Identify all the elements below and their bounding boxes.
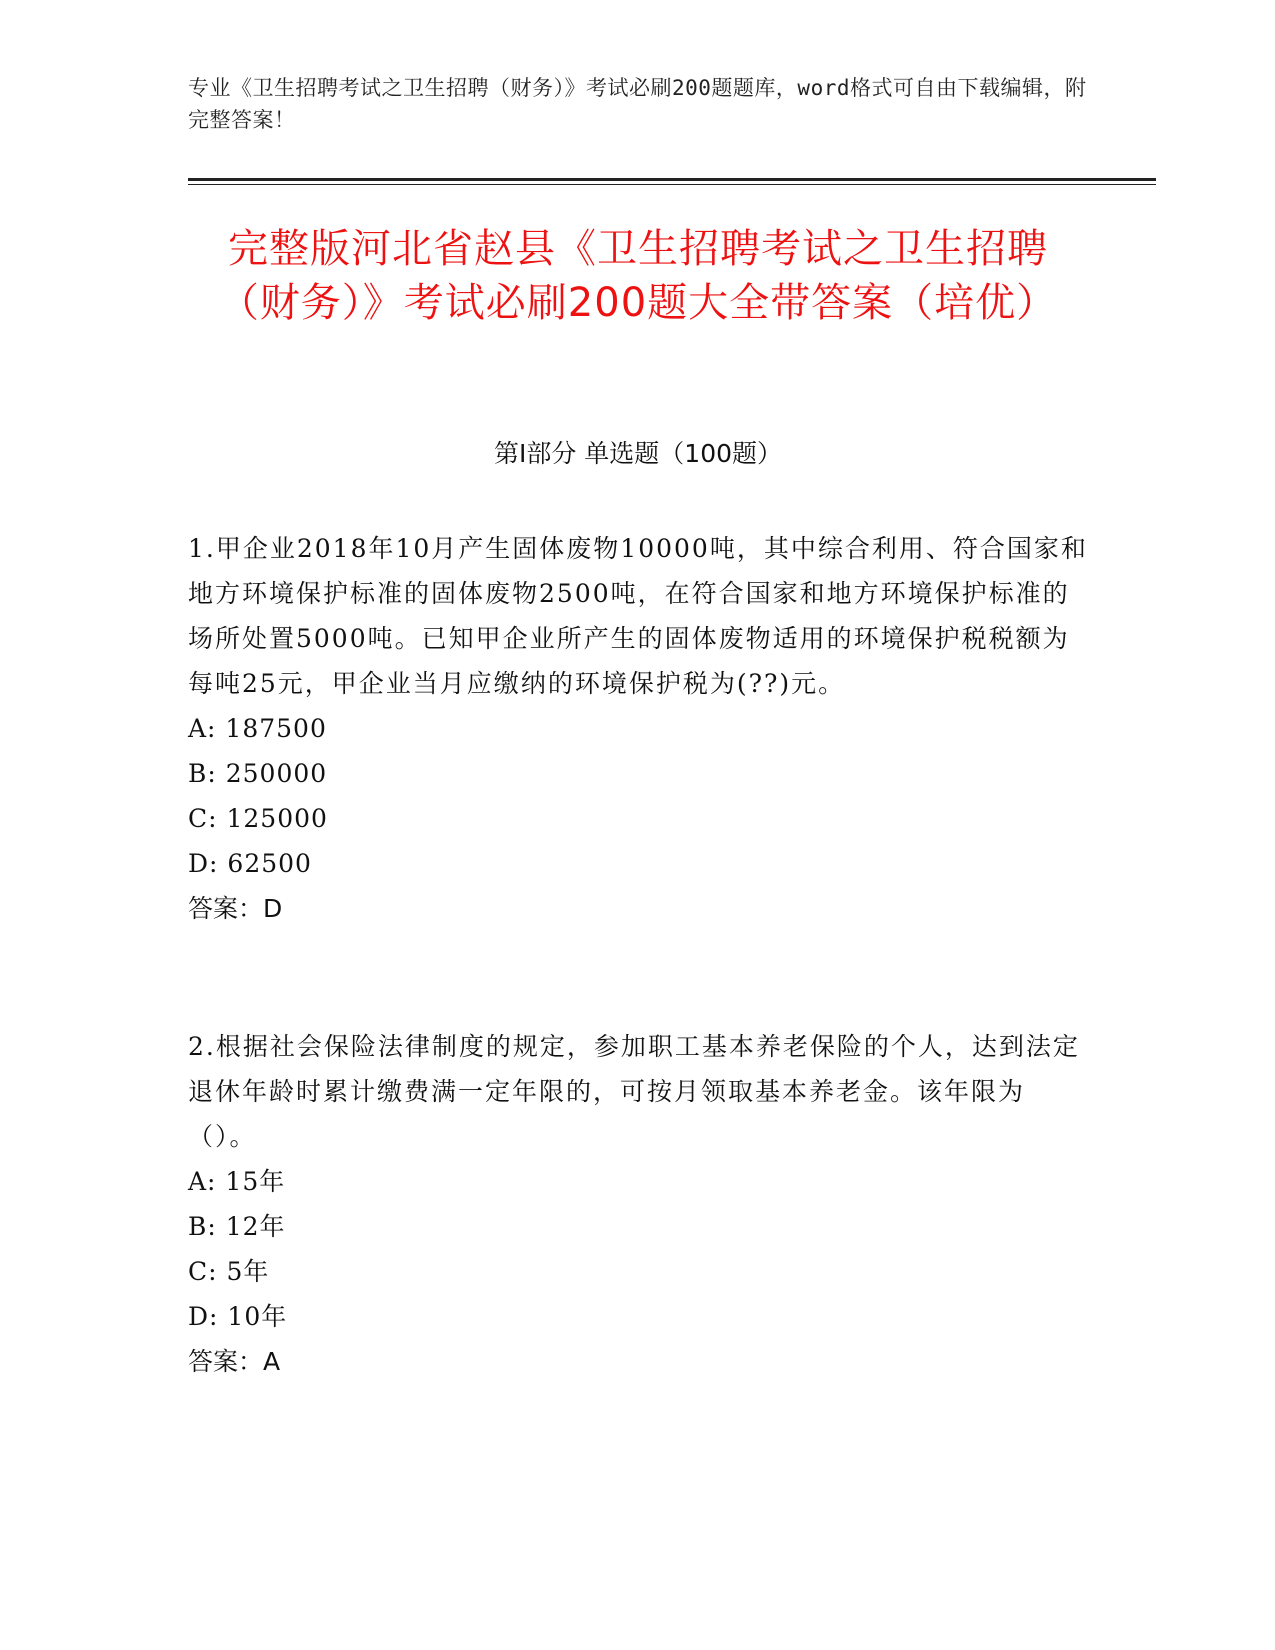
question-answer: 答案：A — [188, 1347, 281, 1376]
header-divider-thick — [188, 178, 1156, 181]
option-c: C: 5年 — [188, 1257, 270, 1286]
option-a: A: 15年 — [188, 1167, 286, 1196]
option-b: B: 250000 — [188, 759, 328, 788]
option-d: D: 62500 — [188, 849, 312, 878]
header-note: 专业《卫生招聘考试之卫生招聘（财务）》考试必刷200题题库，word格式可自由下载编辑，附完整答案！ — [188, 76, 1087, 132]
question-1 — [188, 526, 1088, 931]
section-title: 第Ⅰ部分 单选题（100题） — [493, 439, 783, 468]
document-title: 完整版河北省赵县《卫生招聘考试之卫生招聘（财务）》考试必刷200题大全带答案（培优） — [218, 226, 1058, 326]
header-divider-thin — [188, 184, 1156, 185]
question-stem: 2.根据社会保险法律制度的规定，参加职工基本养老保险的个人，达到法定退休年龄时累计缴费满一定年限的，可按月领取基本养老金。该年限为（）。 — [188, 1032, 1080, 1151]
option-a: A: 187500 — [188, 714, 327, 743]
option-c: C: 125000 — [188, 804, 328, 833]
question-answer: 答案：D — [188, 894, 283, 923]
option-d: D: 10年 — [188, 1302, 288, 1331]
question-stem: 1.甲企业2018年10月产生固体废物10000吨，其中综合利用、符合国家和地方环境保护标准的固体废物2500吨，在符合国家和地方环境保护标准的场所处置5000吨。已知甲企业所产生的固体废物适用的环境保护税税额为每吨25元，甲企业当月应缴纳的环境保护税为(??)元。 — [188, 534, 1088, 698]
question-2 — [188, 1024, 1088, 1384]
option-b: B: 12年 — [188, 1212, 286, 1241]
